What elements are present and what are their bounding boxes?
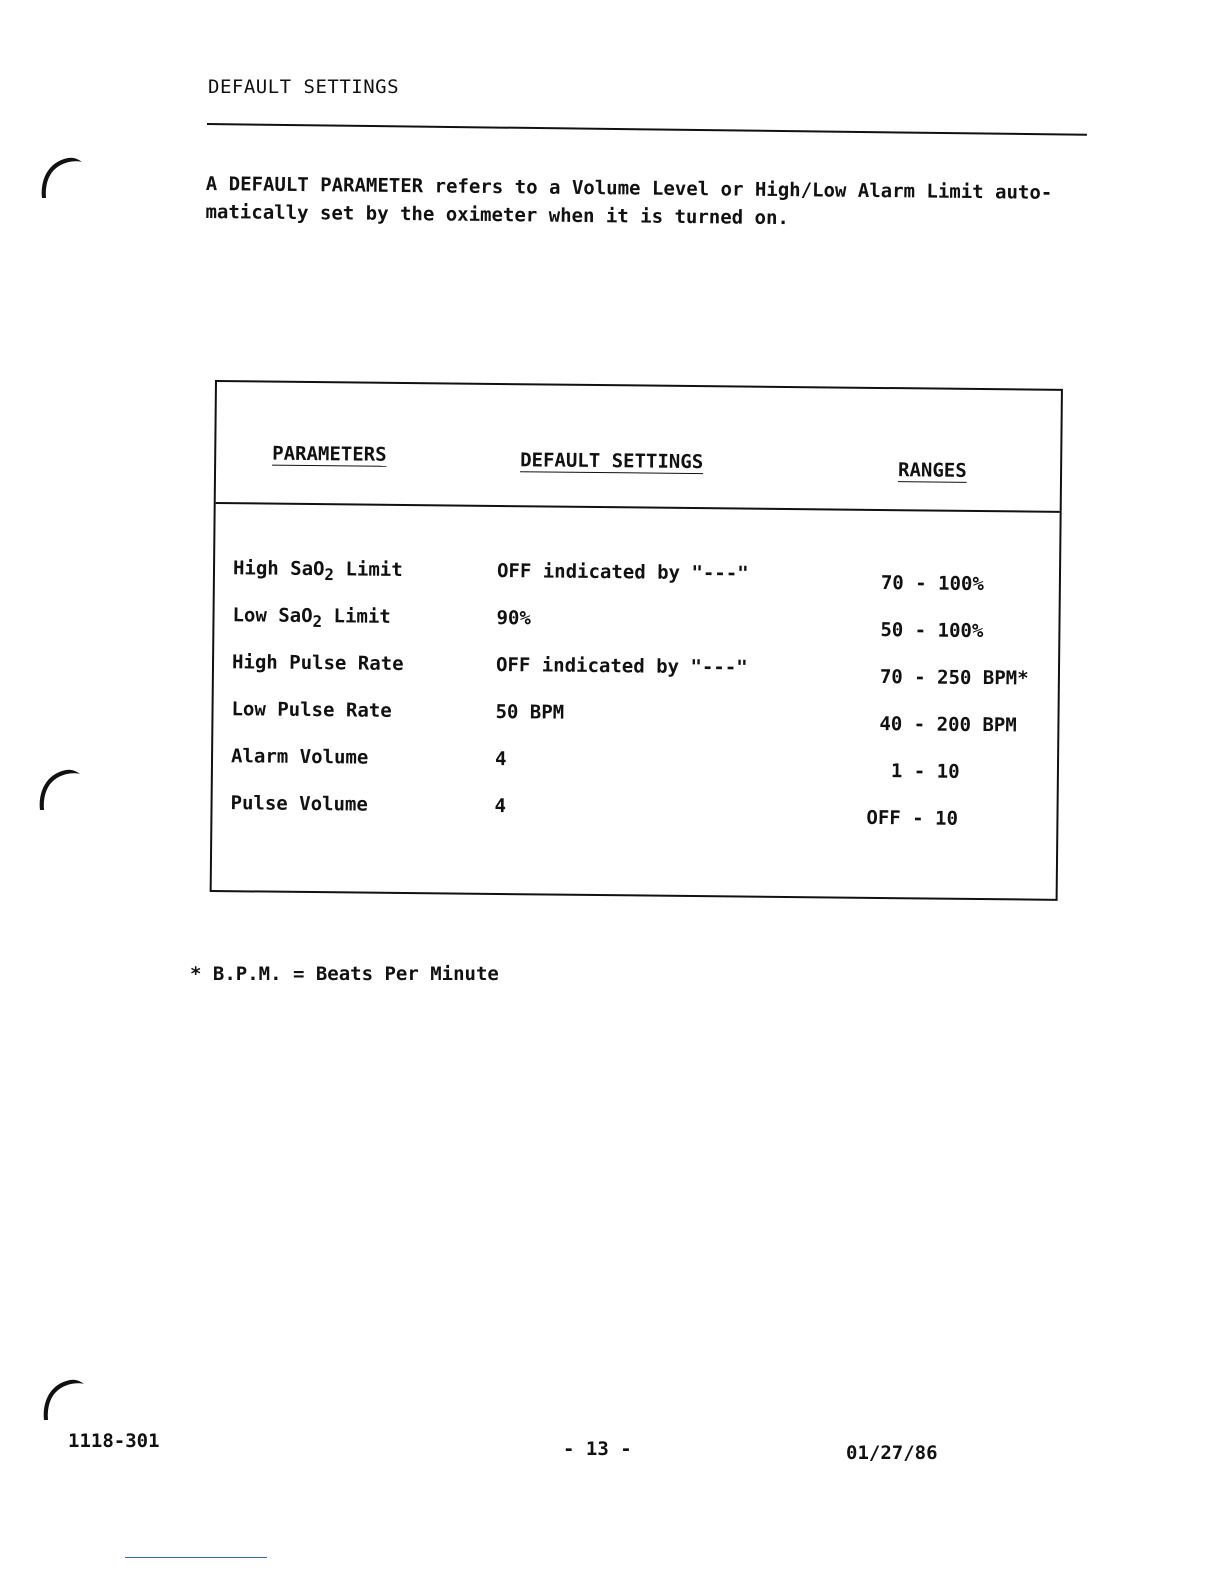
parameter-text-suffix: Limit bbox=[333, 558, 403, 581]
column-header-ranges: RANGES bbox=[897, 459, 967, 482]
table-row bbox=[212, 792, 1056, 841]
default-cell: 50 BPM bbox=[495, 700, 565, 724]
default-cell: 90% bbox=[496, 606, 531, 630]
parameter-text-suffix: Limit bbox=[322, 605, 391, 628]
binder-hole-icon bbox=[38, 150, 82, 202]
parameter-subscript: 2 bbox=[312, 611, 323, 631]
range-cell: OFF - 10 bbox=[866, 806, 959, 830]
intro-paragraph bbox=[205, 170, 1096, 235]
range-cell: 50 - 100% bbox=[880, 618, 984, 643]
intro-line-1: A DEFAULT PARAMETER refers to a Volume Level or High/Low Alarm Limit auto- bbox=[205, 172, 1053, 204]
parameter-text: Low Pulse Rate bbox=[231, 698, 392, 722]
parameter-cell bbox=[232, 651, 404, 675]
range-cell: 1 - 10 bbox=[890, 760, 960, 783]
parameter-text: Pulse Volume bbox=[230, 792, 368, 816]
intro-line-2: matically set by the oximeter when it is turned on. bbox=[205, 200, 790, 230]
table-row bbox=[213, 745, 1057, 794]
range-cell: 40 - 200 BPM bbox=[879, 712, 1017, 737]
column-header-default-settings: DEFAULT SETTINGS bbox=[520, 449, 704, 474]
table-row bbox=[215, 557, 1059, 606]
parameter-subscript: 2 bbox=[324, 564, 335, 585]
document-number: 1118-301 bbox=[68, 1430, 160, 1452]
document-date: 01/27/86 bbox=[846, 1442, 938, 1464]
page-number: - 13 - bbox=[563, 1438, 632, 1460]
parameter-cell bbox=[230, 792, 368, 815]
column-header-parameters: PARAMETERS bbox=[272, 442, 387, 466]
default-cell: 4 bbox=[494, 747, 507, 771]
parameter-cell bbox=[231, 745, 369, 768]
parameter-cell bbox=[231, 698, 391, 722]
parameter-text: Alarm Volume bbox=[230, 745, 369, 769]
default-cell: 4 bbox=[494, 794, 507, 818]
binder-hole-icon bbox=[36, 762, 80, 814]
range-cell: 70 - 100% bbox=[880, 571, 984, 596]
table-row bbox=[213, 698, 1057, 747]
parameter-text: Low SaO bbox=[232, 604, 313, 628]
binder-hole-icon bbox=[40, 1372, 84, 1424]
page-title: DEFAULT SETTINGS bbox=[208, 76, 400, 98]
default-cell: OFF indicated by "---" bbox=[496, 559, 749, 585]
footnote: * B.P.M. = Beats Per Minute bbox=[190, 963, 499, 985]
default-settings-table bbox=[210, 380, 1063, 901]
parameter-cell bbox=[232, 604, 391, 631]
parameter-text: High SaO bbox=[232, 557, 325, 581]
range-cell: 70 - 250 BPM* bbox=[879, 665, 1029, 690]
table-row bbox=[214, 651, 1058, 700]
bottom-edge-line bbox=[125, 1557, 267, 1558]
parameter-cell bbox=[233, 557, 403, 585]
table-row bbox=[214, 604, 1058, 653]
parameter-text: High Pulse Rate bbox=[231, 651, 404, 675]
header-rule bbox=[207, 123, 1087, 136]
table-header-divider bbox=[216, 502, 1060, 513]
default-cell: OFF indicated by "---" bbox=[495, 653, 748, 679]
